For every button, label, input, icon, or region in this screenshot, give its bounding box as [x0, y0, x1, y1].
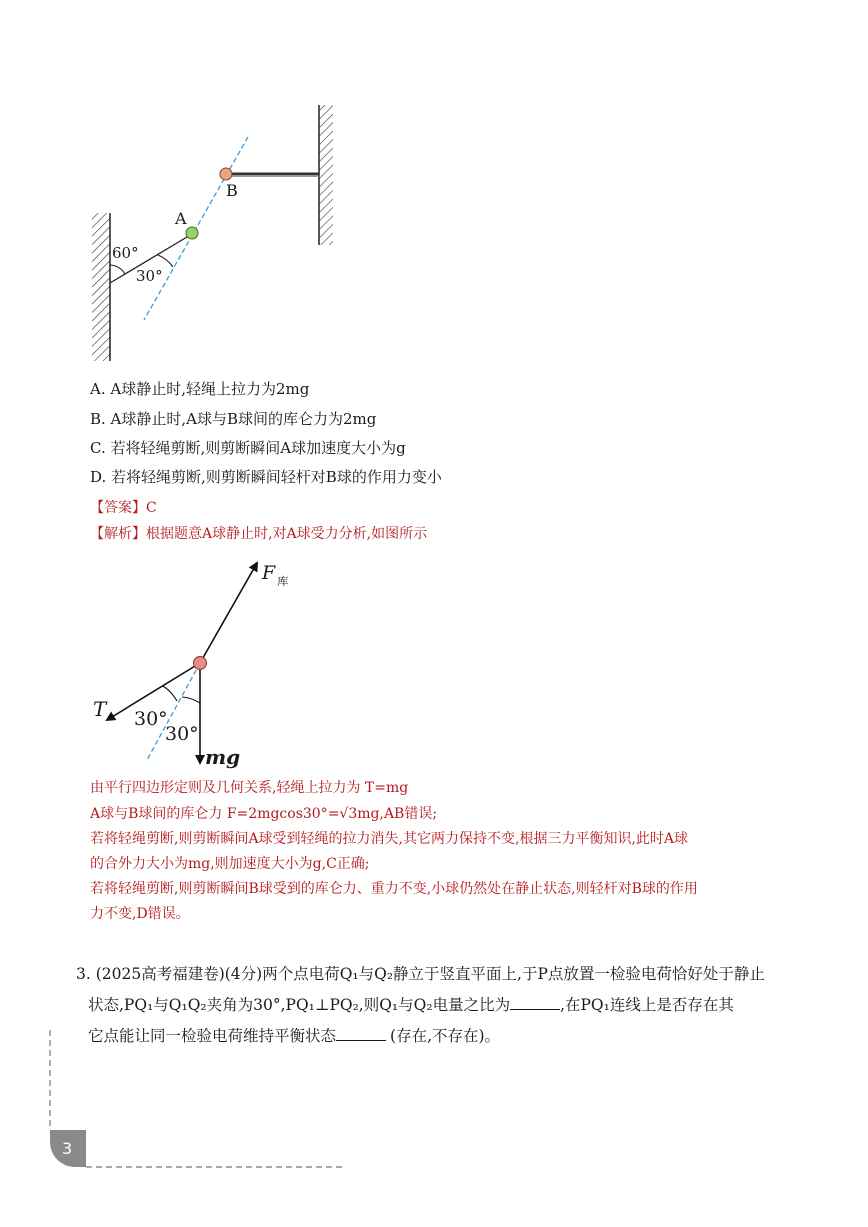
ball-b — [220, 168, 232, 180]
page-corner-decoration — [40, 1030, 360, 1180]
label-b: B — [226, 181, 238, 200]
coulomb-force-arrow — [200, 563, 257, 663]
question-3-line-2 — [88, 995, 734, 1015]
angle-label-30: 30° — [136, 267, 163, 285]
left-wall-hatch — [92, 213, 110, 361]
option-b: B. A球静止时,A球与B球间的库仑力为2mg — [90, 410, 377, 428]
analysis-line-3: 若将轻绳剪断,则剪断瞬间A球受到轻绳的拉力消失,其它两力保持不变,根据三力平衡知识,此时A球 — [90, 831, 689, 847]
angle-label-60: 60° — [112, 244, 139, 262]
angle-label-lower: 30° — [165, 723, 199, 745]
angle-arc-60 — [110, 265, 125, 274]
coulomb-force-subscript: 库 — [277, 575, 289, 588]
analysis-line-4: 的合外力大小为mg,则加速度大小为g,C正确; — [90, 856, 370, 872]
figure-setup — [80, 95, 350, 370]
answer: 【答案】C — [90, 500, 157, 516]
angle-arc-30 — [158, 255, 173, 267]
force-angle-arc-1 — [163, 686, 177, 701]
analysis-line-2: A球与B球间的库仑力 F=2mgcos30°=√3mg,AB错误; — [90, 806, 438, 822]
question-3-line-3-b: (存在,不存在)。 — [390, 1027, 501, 1045]
page-number: 3 — [62, 1139, 73, 1158]
gravity-label: mg — [205, 745, 241, 769]
question-3-line-2-a: 状态,PQ₁与Q₁Q₂夹角为30°,PQ₁⊥PQ₂,则Q₁与Q₂电量之比为 — [88, 996, 511, 1014]
right-wall-hatch — [319, 105, 333, 245]
label-a: A — [175, 209, 187, 228]
question-3-line-2-b: ,在PQ₁连线上是否存在其 — [560, 996, 734, 1014]
coulomb-force-symbol: F — [262, 562, 276, 584]
analysis-intro: 【解析】根据题意A球静止时,对A球受力分析,如图所示 — [90, 526, 428, 542]
force-ball — [194, 657, 207, 670]
ball-a — [186, 227, 198, 239]
analysis-line-6: 力不变,D错误。 — [90, 906, 190, 922]
question-3-line-1: 3. (2025高考福建卷)(4分)两个点电荷Q₁与Q₂静立于竖直平面上,于P点放置一检验电荷恰好处于静止 — [76, 965, 765, 983]
force-angle-arc-2 — [182, 697, 200, 703]
analysis-line-5: 若将轻绳剪断,则剪断瞬间B球受到的库仑力、重力不变,小球仍然处在静止状态,则轻杆对B球的作用 — [90, 881, 698, 897]
option-c: C. 若将轻绳剪断,则剪断瞬间A球加速度大小为g — [90, 439, 406, 457]
answer-blank-1[interactable] — [510, 995, 560, 1010]
tension-label: T — [93, 697, 107, 721]
option-d: D. 若将轻绳剪断,则剪断瞬间轻杆对B球的作用力变小 — [90, 468, 442, 486]
option-a: A. A球静止时,轻绳上拉力为2mg — [90, 380, 310, 398]
analysis-line-1: 由平行四边形定则及几何关系,轻绳上拉力为 T=mg — [90, 780, 409, 796]
angle-label-upper: 30° — [134, 708, 168, 730]
coulomb-force-label — [262, 562, 289, 588]
question-3-line-3-a: 它点能让同一检验电荷维持平衡状态 — [88, 1027, 337, 1045]
